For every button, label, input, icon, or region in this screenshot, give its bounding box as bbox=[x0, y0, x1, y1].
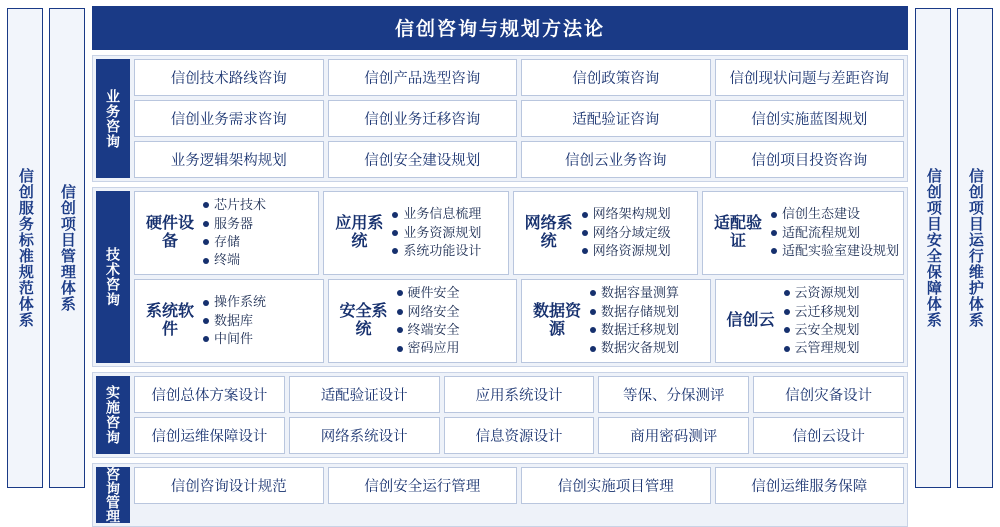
left-pillar-2-label: 信创项目管理体系 bbox=[58, 184, 76, 312]
cell-item[interactable]: 信创产品选型咨询 bbox=[328, 59, 518, 96]
bullet-icon bbox=[203, 239, 209, 245]
cell-item[interactable]: 信创现状问题与差距咨询 bbox=[715, 59, 905, 96]
bullet-icon bbox=[203, 318, 209, 324]
bullet-icon bbox=[590, 309, 596, 315]
tech-card-application[interactable] bbox=[323, 191, 508, 275]
tech-card-item: 数据容量测算 bbox=[590, 284, 706, 302]
right-pillar-2-label: 信创项目运行维护体系 bbox=[966, 168, 984, 328]
tech-card-item: 适配流程规划 bbox=[771, 224, 899, 242]
tech-card-item: 网络分域定级 bbox=[582, 224, 693, 242]
right-pillar-1-label: 信创项目安全保障体系 bbox=[924, 168, 942, 328]
tech-card-item: 网络安全 bbox=[397, 303, 513, 321]
left-pillar-2 bbox=[49, 8, 85, 488]
bullet-icon bbox=[784, 290, 790, 296]
tech-card-item: 业务信息梳理 bbox=[392, 205, 503, 223]
tech-card-item: 服务器 bbox=[203, 215, 314, 233]
tech-card-item: 云管理规划 bbox=[784, 339, 900, 357]
cell-item[interactable]: 信创运维保障设计 bbox=[134, 417, 285, 454]
band-label-technical bbox=[96, 191, 130, 363]
tech-card-item: 数据灾备规划 bbox=[590, 339, 706, 357]
band-label-implementation bbox=[96, 376, 130, 454]
tech-card-item: 终端 bbox=[203, 251, 314, 269]
tech-card-adaptation[interactable] bbox=[702, 191, 904, 275]
bullet-icon bbox=[203, 300, 209, 306]
tech-card-item: 网络架构规划 bbox=[582, 205, 693, 223]
band-body-implementation bbox=[134, 376, 904, 454]
bullet-icon bbox=[590, 346, 596, 352]
tech-card-item: 中间件 bbox=[203, 330, 319, 348]
bullet-icon bbox=[582, 230, 588, 236]
cell-item[interactable]: 信创云设计 bbox=[753, 417, 904, 454]
cell-item[interactable]: 商用密码测评 bbox=[598, 417, 749, 454]
tech-card-item: 云资源规划 bbox=[784, 284, 900, 302]
tech-card-list bbox=[769, 196, 899, 270]
band-label-business-text: 业务咨询 bbox=[105, 88, 122, 149]
bullet-icon bbox=[203, 258, 209, 264]
diagram-title: 信创咨询与规划方法论 bbox=[92, 6, 908, 50]
tech-card-item: 云迁移规划 bbox=[784, 303, 900, 321]
bullet-icon bbox=[397, 327, 403, 333]
band-body-technical bbox=[134, 191, 904, 363]
bullet-icon bbox=[771, 230, 777, 236]
tech-card-list bbox=[201, 284, 319, 358]
band-business-consulting bbox=[92, 55, 908, 182]
band-technical-consulting bbox=[92, 187, 908, 367]
tech-card-item: 网络资源规划 bbox=[582, 242, 693, 260]
cell-item[interactable]: 适配验证设计 bbox=[289, 376, 440, 413]
tech-card-list bbox=[390, 196, 503, 270]
tech-card-title: 应用系统 bbox=[335, 214, 384, 250]
tech-card-item: 硬件安全 bbox=[397, 284, 513, 302]
cell-item[interactable]: 信创总体方案设计 bbox=[134, 376, 285, 413]
cell-item[interactable]: 信创业务迁移咨询 bbox=[328, 100, 518, 137]
band-row bbox=[134, 100, 904, 137]
cell-item[interactable]: 业务逻辑架构规划 bbox=[134, 141, 324, 178]
cell-item[interactable]: 信创技术路线咨询 bbox=[134, 59, 324, 96]
band-consulting-management bbox=[92, 463, 908, 527]
band-row bbox=[134, 467, 904, 504]
tech-card-cloud[interactable] bbox=[715, 279, 905, 363]
cell-item[interactable]: 信创实施项目管理 bbox=[521, 467, 711, 504]
tech-card-item: 终端安全 bbox=[397, 321, 513, 339]
tech-card-row bbox=[134, 191, 904, 275]
tech-card-item: 密码应用 bbox=[397, 339, 513, 357]
right-pillar-2 bbox=[957, 8, 993, 488]
tech-card-list bbox=[395, 284, 513, 358]
cell-item[interactable]: 信创项目投资咨询 bbox=[715, 141, 905, 178]
bullet-icon bbox=[590, 290, 596, 296]
band-label-management bbox=[96, 467, 130, 523]
tech-card-item: 数据库 bbox=[203, 312, 319, 330]
bullet-icon bbox=[590, 327, 596, 333]
cell-item[interactable]: 信息资源设计 bbox=[444, 417, 595, 454]
left-pillar-1-label: 信创服务标准规范体系 bbox=[16, 168, 34, 328]
tech-card-item: 适配实验室建设规划 bbox=[771, 242, 899, 260]
tech-card-data-resource[interactable] bbox=[521, 279, 711, 363]
tech-card-list bbox=[588, 284, 706, 358]
center-column bbox=[92, 6, 908, 523]
band-label-management-text: 咨询管理 bbox=[105, 467, 122, 523]
cell-item[interactable]: 信创实施蓝图规划 bbox=[715, 100, 905, 137]
bullet-icon bbox=[771, 248, 777, 254]
bullet-icon bbox=[582, 212, 588, 218]
tech-card-title: 网络系统 bbox=[524, 214, 573, 250]
cell-item[interactable]: 信创咨询设计规范 bbox=[134, 467, 324, 504]
cell-item[interactable]: 信创灾备设计 bbox=[753, 376, 904, 413]
tech-card-title: 适配验证 bbox=[713, 214, 762, 250]
bullet-icon bbox=[203, 202, 209, 208]
band-row bbox=[134, 141, 904, 178]
tech-card-system-software[interactable] bbox=[134, 279, 324, 363]
tech-card-item: 系统功能设计 bbox=[392, 242, 503, 260]
tech-card-item: 数据迁移规划 bbox=[590, 321, 706, 339]
band-body-management bbox=[134, 467, 904, 523]
cell-item[interactable]: 应用系统设计 bbox=[444, 376, 595, 413]
cell-item[interactable]: 信创云业务咨询 bbox=[521, 141, 711, 178]
cell-item[interactable]: 等保、分保测评 bbox=[598, 376, 749, 413]
tech-card-item: 业务资源规划 bbox=[392, 224, 503, 242]
right-pillar-1 bbox=[915, 8, 951, 488]
tech-card-item: 操作系统 bbox=[203, 293, 319, 311]
tech-card-security[interactable] bbox=[328, 279, 518, 363]
tech-card-title: 系统软件 bbox=[145, 302, 194, 338]
bullet-icon bbox=[392, 248, 398, 254]
cell-item[interactable]: 信创政策咨询 bbox=[521, 59, 711, 96]
band-implementation-consulting bbox=[92, 372, 908, 458]
bullet-icon bbox=[784, 309, 790, 315]
tech-card-item: 芯片技术 bbox=[203, 196, 314, 214]
tech-card-item: 信创生态建设 bbox=[771, 205, 899, 223]
tech-card-title: 硬件设备 bbox=[145, 214, 194, 250]
bullet-icon bbox=[392, 212, 398, 218]
cell-item[interactable]: 信创安全运行管理 bbox=[328, 467, 518, 504]
band-row bbox=[134, 376, 904, 413]
band-label-implementation-text: 实施咨询 bbox=[105, 385, 122, 445]
band-body-business bbox=[134, 59, 904, 178]
cell-item[interactable]: 信创运维服务保障 bbox=[715, 467, 905, 504]
tech-card-row bbox=[134, 279, 904, 363]
tech-card-item: 存储 bbox=[203, 233, 314, 251]
tech-card-list bbox=[201, 196, 314, 270]
bullet-icon bbox=[203, 221, 209, 227]
bullet-icon bbox=[784, 327, 790, 333]
tech-card-list bbox=[580, 196, 693, 270]
tech-card-title: 数据资源 bbox=[532, 302, 581, 338]
cell-item[interactable]: 网络系统设计 bbox=[289, 417, 440, 454]
band-label-technical-text: 技术咨询 bbox=[105, 247, 122, 307]
tech-card-network[interactable] bbox=[513, 191, 698, 275]
tech-card-hardware[interactable] bbox=[134, 191, 319, 275]
cell-item[interactable]: 信创业务需求咨询 bbox=[134, 100, 324, 137]
left-pillar-1 bbox=[7, 8, 43, 488]
bullet-icon bbox=[784, 346, 790, 352]
bullet-icon bbox=[397, 309, 403, 315]
tech-card-title: 安全系统 bbox=[339, 302, 388, 338]
cell-item[interactable]: 信创安全建设规划 bbox=[328, 141, 518, 178]
band-row bbox=[134, 59, 904, 96]
band-label-business bbox=[96, 59, 130, 178]
cell-item[interactable]: 适配验证咨询 bbox=[521, 100, 711, 137]
bullet-icon bbox=[397, 346, 403, 352]
tech-card-item: 云安全规划 bbox=[784, 321, 900, 339]
tech-card-list bbox=[782, 284, 900, 358]
band-row bbox=[134, 417, 904, 454]
bullet-icon bbox=[203, 336, 209, 342]
bullet-icon bbox=[397, 290, 403, 296]
tech-card-title: 信创云 bbox=[726, 311, 775, 329]
bullet-icon bbox=[582, 248, 588, 254]
bullet-icon bbox=[392, 230, 398, 236]
bullet-icon bbox=[771, 212, 777, 218]
tech-card-item: 数据存储规划 bbox=[590, 303, 706, 321]
